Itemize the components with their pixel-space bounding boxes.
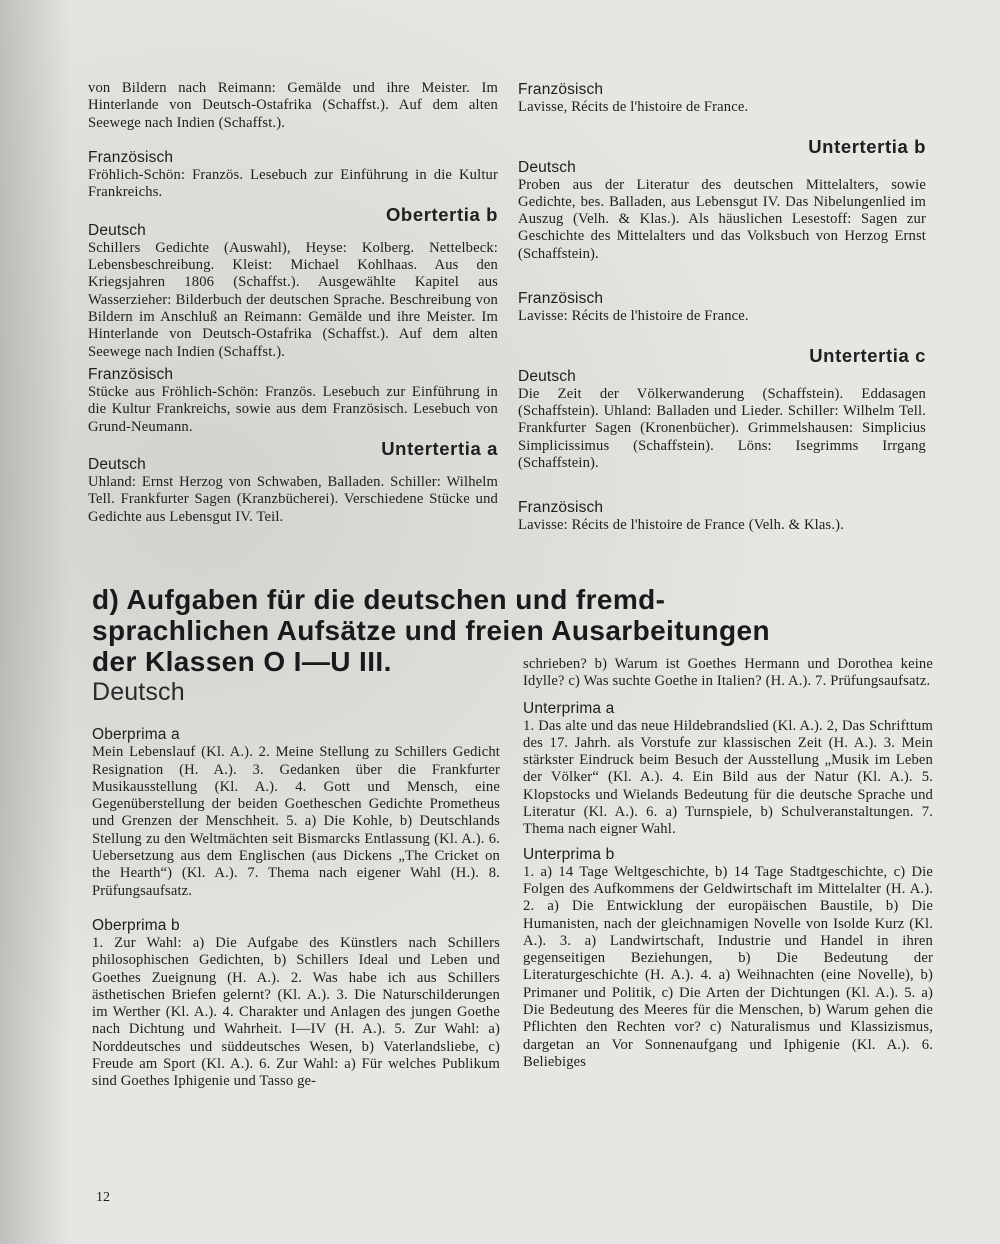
right-franz1-text: Lavisse, Récits de l'histoire de France. (518, 99, 749, 115)
deutsch-main-heading: Deutsch (92, 678, 185, 706)
right-top-column (518, 80, 926, 534)
untertertia-a-heading: Untertertia a (381, 437, 498, 459)
unterprima-b-heading: Unterprima b (523, 845, 615, 863)
left-deutsch2-text: Uhland: Ernst Herzog von Schwaben, Balladen. Schiller: Wilhelm Tell. Frankfurter Sagen (Kranzbücherei). Verschiedene Stücke und Gedichte aus Lebensgut IV. Teil. (88, 474, 498, 525)
right-franz3-heading: Französisch (518, 499, 604, 517)
right-deutsch2-text: Die Zeit der Völkerwanderung (Schaffstein). Eddasagen (Schaffstein). Uhland: Balladen und Lieder. Schiller: Wilhelm Tell. Frankfurter Sagen (Kronenbücher). Grimmelshausen: Simplicius Simplicissimus (Schaffstein). Löns: Isegrimms Irrgang (Schaffstein). (518, 385, 926, 471)
unterprima-b-text: 1. a) 14 Tage Weltgeschichte, b) 14 Tage Stadtgeschichte, c) Die Folgen des Aufkommens der Geldwirtschaft im Mittelalter (H. A.). 2. a) Die Entwicklung der europäischen Baustile, b) Die Humanisten, nach der gleichnamigen Novelle von Isolde Kurz (Kl. A.). 3. a) Landwirtschaft, Industrie und Handel in ihren gegenseitigen Beziehungen, b) Die Bedeutung der Literaturgeschichte (H. A.). 4. a) Weihnachten (eine Novelle), b) Primaner und Politik, c) Die Arten der Dichtungen (Kl. A.). 5. a) Die Bedeutung des Meeres für die Menschen, b) Warum gehen die Pflichten den Rechten vor? c) Naturalismus und Klassizismus, dargetan an Vor Sonnenaufgang und Iphigenie (Kl. A.). 6. Beliebiges (523, 863, 933, 1070)
oberprima-b-heading: Oberprima b (92, 916, 180, 934)
unterprima-a-text: 1. Das alte und das neue Hildebrandslied (Kl. A.). 2, Das Schrifttum des 17. Jahrh. als Vorstufe zur klassischen Zeit (H. A.). 3. Mein stärkster Eindruck beim Besuch der Ausstellung „Musik im Leben der Völker“ (Kl. A.). 4. Ein Bild aus der Natur (Kl. A.). 5. Klopstocks und Wielands Bedeutung für die deutsche Sprache und Literatur (Kl. A.). 6. a) Turnspiele, b) Schulveranstaltungen. 7. Thema nach eigner Wahl. (523, 717, 933, 838)
left-deutsch1-heading: Deutsch (88, 221, 146, 239)
section-d-line1: d) Aufgaben für die deutschen und fremd- (92, 584, 666, 615)
section-d-line2: sprachlichen Aufsätze und freien Ausarbeitungen (92, 615, 770, 646)
unterprima-a-heading: Unterprima a (523, 699, 615, 717)
right-franz2-text: Lavisse: Récits de l'histoire de France. (518, 308, 749, 325)
oberprima-b-text: 1. Zur Wahl: a) Die Aufgabe des Künstlers nach Schillers philosophischen Gedichten, b) Schillers Ideal und Leben und Goethes Zueignung (H. A.). 2. Was habe ich aus Schillers ästhetischen Briefen gelernt? (Kl. A.). 3. Die Naturschilderungen im Werther (Kl. A.). 4. Charakter und Anlagen des jungen Goethe nach Dichtung und Wahrheit. I—IV (H. A.). 5. Zur Wahl: a) Norddeutsches und süddeutsches Wesen, b) Vaterlandsliebe, c) Freude am Sport (Kl. A.). 6. Zur Wahl: a) Für welches Publikum sind Goethes Iphigenie und Tasso ge- (92, 934, 500, 1090)
left-deutsch2-heading: Deutsch (88, 456, 146, 474)
left-franz2-text: Stücke aus Fröhlich-Schön: Französ. Lesebuch zur Einführung in die Kultur Frankreichs, sowie aus dem Französisch. Lesebuch von Grund-Neumann. (88, 383, 498, 435)
oberprima-a-heading: Oberprima a (92, 726, 180, 744)
left-top-column (88, 80, 498, 526)
oberprima-a-text: Mein Lebenslauf (Kl. A.). 2. Meine Stellung zu Schillers Gedicht Resignation (H. A.). 3. Gedanken über die Frankfurter Musikausstellung (Kl. A.). 4. Gott und Mensch, eine Gegenüberstellung der beiden Goetheschen Gedichte Prometheus und Grenzen der Menschheit. 5. a) Die Kohle, b) Deutschlands Stellung zu den Weltmächten seit Bismarcks Entlassung (Kl. A.). 6. Uebersetzung aus dem Englischen (aus Dickens „The Cricket on the Hearth“) (Kl. A.). 7. Thema nach eigener Wahl (H.). 8. Prüfungsaufsatz. (92, 744, 500, 899)
page-number: 12 (96, 1190, 110, 1205)
right-bottom-column (523, 656, 933, 1071)
left-deutsch1-text: Schillers Gedichte (Auswahl), Heyse: Kolberg. Nettelbeck: Lebensbeschreibung. Kleist: Michael Kohlhaas. Aus den Kriegsjahren 1806 (Schaffst.). Ausgewählte Kapitel aus Wasserzieher: Bilderbuch der deutschen Sprache. Beschreibung von Bildern im Anschluß an Reimann: Gemälde und ihre Meister. Im Hinterlande von Deutsch-Ostafrika (Schaffst.). Auf dem alten Seewege nach Indien (Schaffst.). (88, 239, 498, 360)
left-franz1-text: Fröhlich-Schön: Französ. Lesebuch zur Einführung in die Kultur Frankreichs. (88, 167, 498, 201)
untertertia-b-heading: Untertertia b (808, 136, 926, 158)
section-d-line3: der Klassen O I—U III. (92, 646, 392, 677)
right-deutsch1-text: Proben aus der Literatur des deutschen Mittelalters, sowie Gedichte, bes. Balladen, aus Lebensgut IV. Das Nibelungenlied im Auszug (Velh. & Klas.). Als häuslichen Lesestoff: Sagen zur Geschichte des Mittelalters und das Volksbuch von Herzog Ernst (Schaffstein). (518, 176, 926, 262)
right-franz1-heading: Französisch (518, 81, 604, 98)
untertertia-c-heading: Untertertia c (809, 345, 926, 367)
right-franz3-text: Lavisse: Récits de l'histoire de France (Velh. & Klas.). (518, 517, 844, 534)
right-cont-text: schrieben? b) Warum ist Goethes Hermann und Dorothea keine Idylle? c) Was suchte Goethe in Italien? (H. A.). 7. Prüfungsaufsatz. (523, 656, 933, 690)
left-bottom-column (92, 678, 500, 1091)
left-franz1-heading: Französisch (88, 149, 174, 166)
right-deutsch1-heading: Deutsch (518, 158, 576, 176)
right-deutsch2-heading: Deutsch (518, 367, 576, 385)
left-intro-text: von Bildern nach Reimann: Gemälde und ihre Meister. Im Hinterlande von Deutsch-Ostafrika (Schaffst.). Auf dem alten Seewege nach Indien (Schaffst.). (88, 80, 498, 131)
obertertia-b-heading: Obertertia b (385, 203, 498, 225)
right-franz2-heading: Französisch (518, 290, 604, 308)
left-franz2-heading: Französisch (88, 365, 174, 383)
